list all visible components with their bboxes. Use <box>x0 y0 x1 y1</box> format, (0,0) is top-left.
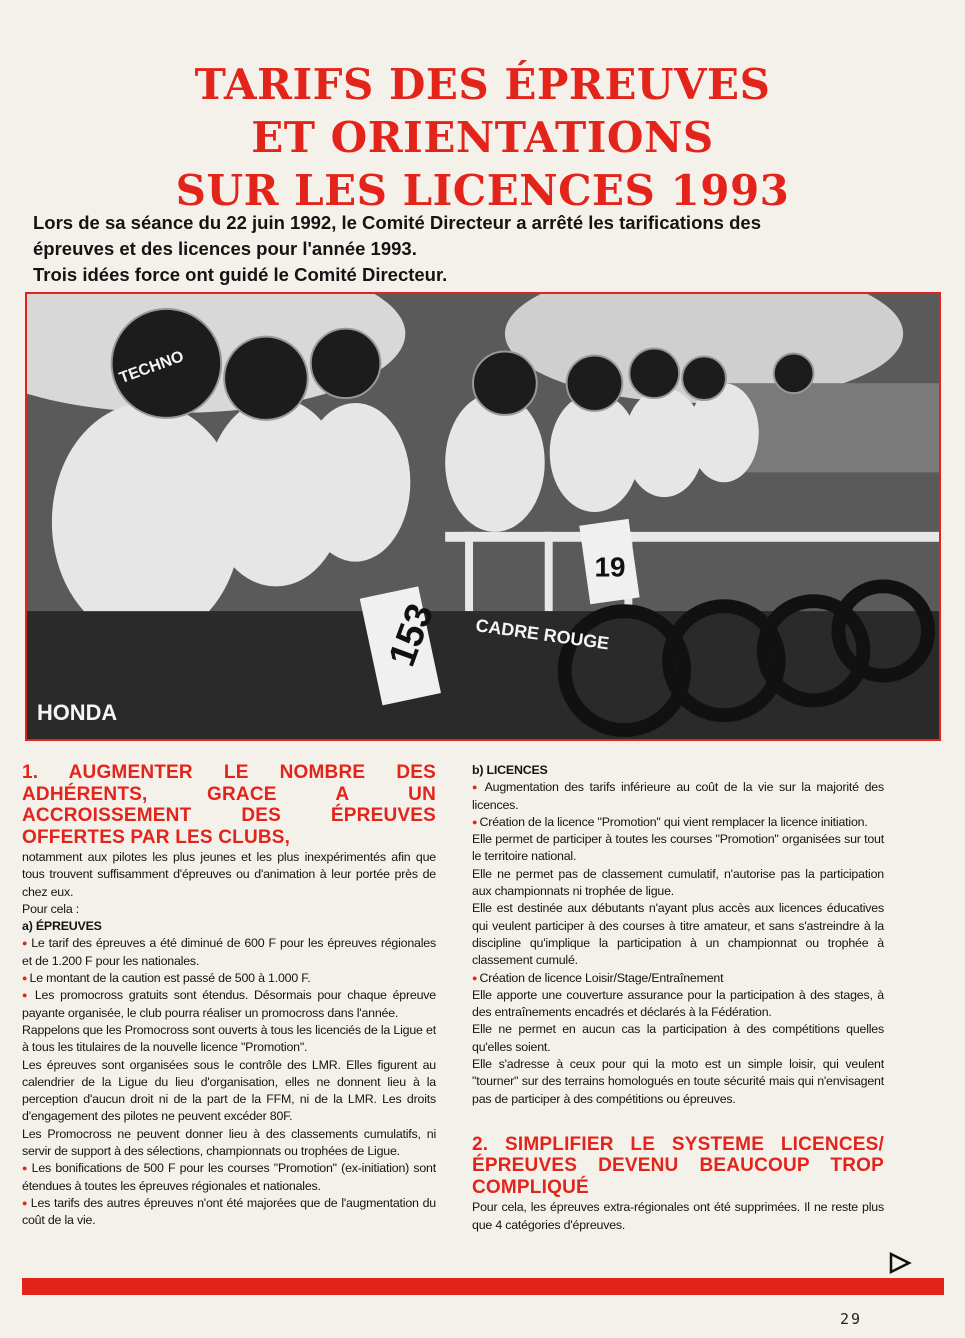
plate-number-153: 153 <box>379 598 442 672</box>
section-2-heading: 2. SIMPLIFIER LE SYSTEME LICENCES/ ÉPREUVES DEVENU BEAUCOUP TROP COMPLIQUÉ <box>472 1133 884 1198</box>
loisir-paragraph-1: Elle apporte une couverture assurance pour la participation à des stages, à des entraînements encadrés et déclarés à la Fédération. <box>472 987 884 1020</box>
promocross-paragraph-3: Les Promocross ne peuvent donner lieu à des classements cumulatifs, ni servir de support à des sélections, championnats ou trophées de Ligue. <box>22 1126 436 1159</box>
promocross-paragraph-2: Les épreuves sont organisées sous le contrôle des LMR. Elles figurent au calendrier de la Ligue du lieu d'organisation, elles ne donnent lieu à la perception d'aucun droit ni de la part de la FFM, ni de la LMR. Les droits d'engagement des pilotes ne peuvent excéder 80F. <box>22 1057 436 1124</box>
intro-paragraph <box>33 210 878 288</box>
promotion-paragraph-1: Elle permet de participer à toutes les courses "Promotion" organisées sur tout le territoire national. <box>472 832 884 864</box>
footer-red-bar <box>22 1278 944 1295</box>
list-item: ● Les bonifications de 500 F pour les courses "Promotion" (ex-initiation) sont étendues à toutes les épreuves régionales et nationales. <box>22 1160 436 1195</box>
list-item: ● Les promocross gratuits sont étendus. Désormais pour chaque épreuve payante organisée, le club pourra réaliser un promocross dans l'année. <box>22 987 436 1022</box>
title-line-1: TARIFS DES ÉPREUVES <box>194 60 771 109</box>
list-item: ● Les tarifs des autres épreuves n'ont été majorées que de l'augmentation du coût de la vie. <box>22 1195 436 1230</box>
section-1-heading: 1. AUGMENTER LE NOMBRE DES ADHÉRENTS, GRACE A UN ACCROISSEMENT DES ÉPREUVES OFFERTES PAR LES CLUBS, <box>22 762 436 848</box>
sponsor-cadre-rouge: CADRE ROUGE <box>474 615 611 654</box>
intro-line-3: Trois idées force ont guidé le Comité Directeur. <box>33 264 448 285</box>
promotion-paragraph-2: Elle ne permet pas de classement cumulatif, n'autorise pas la participation aux championnats ni trophée de ligue. <box>472 866 884 899</box>
motocross-start-photo <box>25 292 941 741</box>
promotion-paragraph-3: Elle est destinée aux débutants n'ayant plus accès aux licences éducatives qui veulent participer à des courses à titre amateur, et sans s'astreindre à la discipline qu'implique la participation à un championnat ou trophée à classement cumulé. <box>472 901 884 968</box>
intro-line-1: Lors de sa séance du 22 juin 1992, le Comité Directeur a arrêté les tarifications des <box>33 212 761 233</box>
loisir-paragraph-3: Elle s'adresse à ceux pour qui la moto est un simple loisir, qui veulent "tourner" sur des terrains homologués en toute sécurité mais qui n'envisagent pas de participer à des compétitions ou épreuves. <box>472 1057 884 1106</box>
section-1-intro: notamment aux pilotes les plus jeunes et les plus inexpérimentés afin que tous trouvent suffisamment d'épreuves ou d'animation à leur portée près de chez eux. <box>22 850 436 899</box>
page-number: 29 <box>840 1310 863 1328</box>
list-item: ● Création de licence Loisir/Stage/Entraînement <box>472 970 884 987</box>
list-item: ● Création de la licence "Promotion" qui vient remplacer la licence initiation. <box>472 814 884 831</box>
title-line-3: SUR LES LICENCES 1993 <box>175 166 790 215</box>
section-2-text: Pour cela, les épreuves extra-régionales ont été supprimées. Il ne reste plus que 4 catégories d'épreuves. <box>472 1200 884 1232</box>
pour-cela-label: Pour cela : <box>22 901 80 916</box>
epreuves-label: a) ÉPREUVES <box>22 919 102 934</box>
right-column <box>472 762 884 1234</box>
helmet-techno: TECHNO <box>117 348 187 387</box>
intro-line-2: épreuves et des licences pour l'année 1993. <box>33 238 417 259</box>
sponsor-honda: HONDA <box>36 700 118 726</box>
photo-illustration <box>27 294 939 739</box>
title-line-2: ET ORIENTATIONS <box>251 113 714 162</box>
list-item: ● Le tarif des épreuves a été diminué de 600 F pour les épreuves régionales et de 1.200 F pour les nationales. <box>22 935 436 970</box>
left-column <box>22 762 436 1230</box>
list-item: ● Augmentation des tarifs inférieure au coût de la vie sur la majorité des licences. <box>472 779 884 814</box>
loisir-paragraph-2: Elle ne permet en aucun cas la participation à des compétitions quelles qu'elles soient. <box>472 1022 884 1054</box>
next-page-arrow-icon <box>887 1250 913 1276</box>
promocross-paragraph-1: Rappelons que les Promocross sont ouverts à tous les licenciés de la Ligue et à tous les titulaires de la nouvelle licence "Promotion". <box>22 1022 436 1055</box>
licences-label: b) LICENCES <box>472 763 548 777</box>
list-item: ● Le montant de la caution est passé de 500 à 1.000 F. <box>22 970 436 987</box>
page-title <box>60 58 905 217</box>
plate-number-19: 19 <box>594 551 626 583</box>
